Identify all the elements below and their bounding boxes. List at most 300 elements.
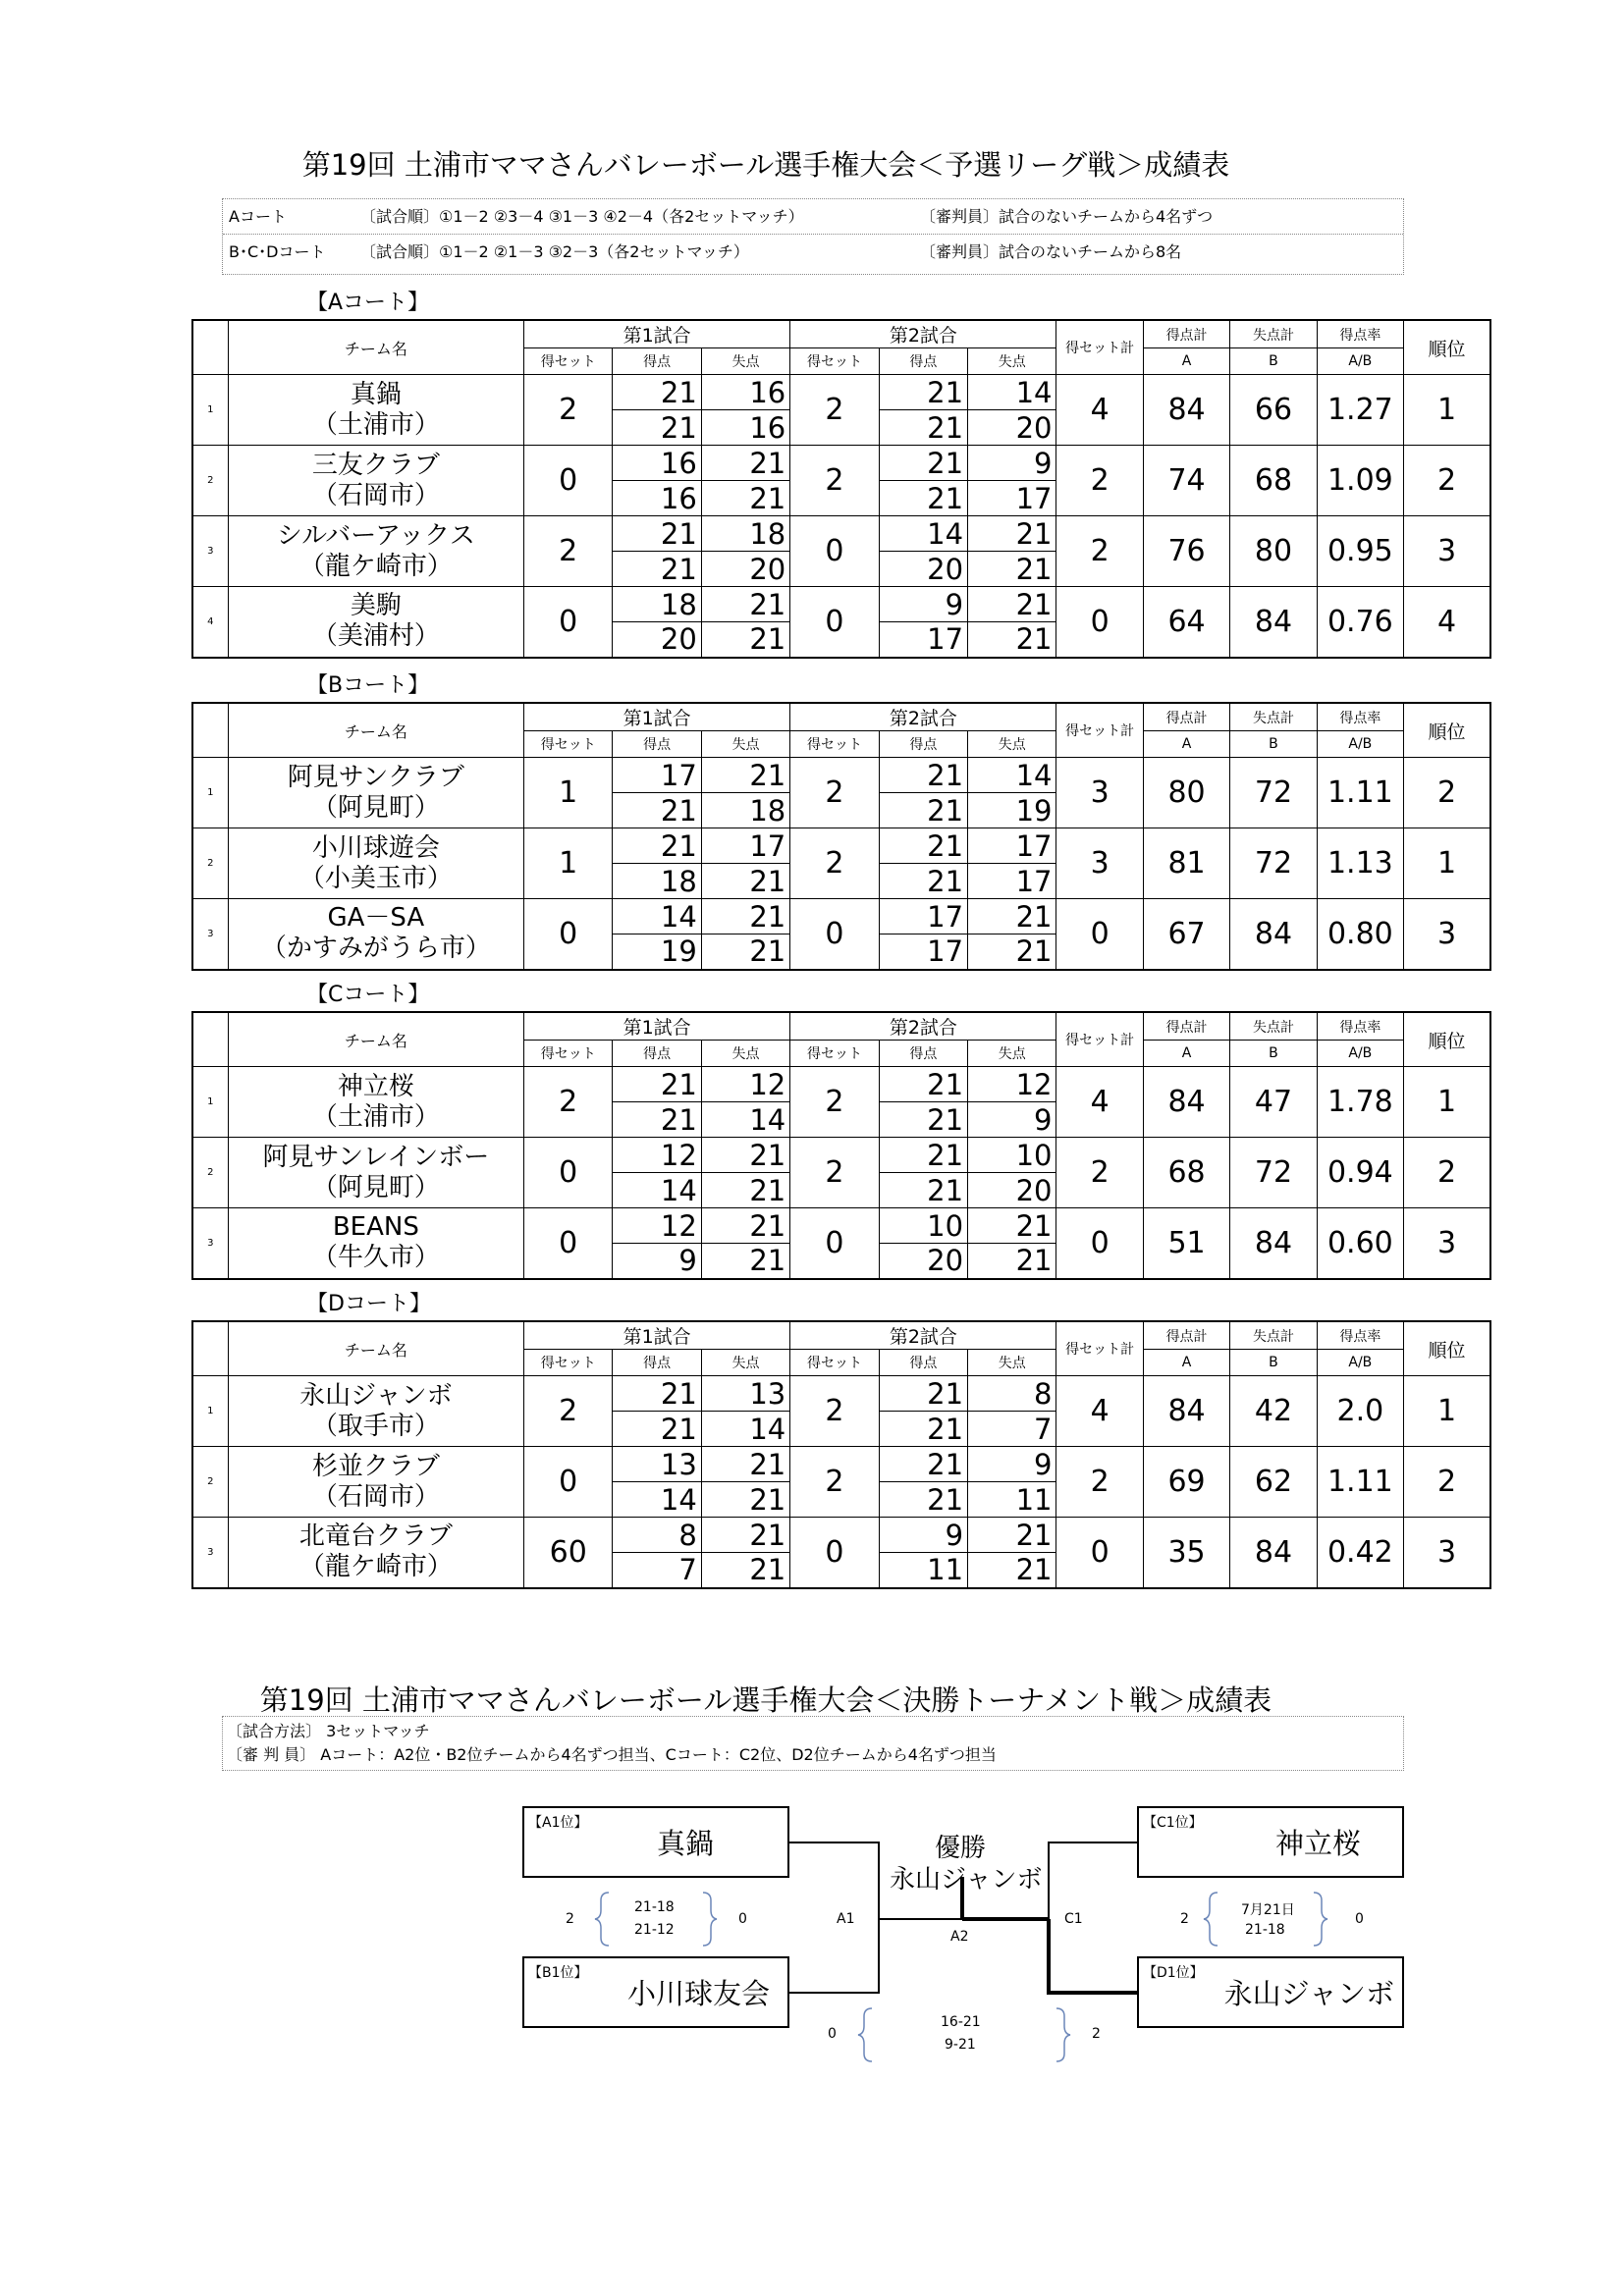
g2-set2-points: 21 [879,481,967,516]
team-name: 真鍋 [656,1827,714,1860]
ratio: 0.60 [1317,1208,1403,1279]
header-a: A [1143,731,1229,758]
points-total: 35 [1143,1518,1229,1588]
g2-sets: 2 [790,375,879,446]
ratio: 0.95 [1317,516,1403,587]
row-no: 4 [192,587,228,658]
line-a1 [789,1842,879,1993]
header-ratio: 得点率 [1317,703,1403,731]
brace-semi-right-open [1204,1893,1218,1946]
lost-total: 47 [1230,1067,1317,1138]
header-ratio: 得点率 [1317,320,1403,348]
g2-set2-points: 20 [879,1244,967,1279]
points-total: 76 [1143,516,1229,587]
rank: 3 [1404,1518,1490,1588]
team-name: 北竜台クラブ [298,1522,453,1552]
g1-set1-lost: 21 [701,1518,789,1553]
g2-sets: 2 [790,828,879,899]
g1-sets: 2 [524,1067,613,1138]
g1-set2-lost: 14 [701,1102,789,1138]
g2-sets: 2 [790,1067,879,1138]
semi-left-winner: A1 [837,1911,855,1927]
header-sets: 得セット [524,348,613,375]
g2-set1-lost: 14 [968,375,1056,410]
header-sets: 得セット [790,1041,879,1067]
sets-total: 4 [1056,1376,1143,1447]
header-team: チーム名 [228,320,523,375]
header-sets-total: 得セット計 [1056,320,1143,375]
points-total: 81 [1143,828,1229,899]
header-game2: 第2試合 [790,703,1056,731]
g1-set1-points: 14 [613,899,701,934]
g2-set1-points: 9 [879,587,967,622]
row-no: 1 [192,375,228,446]
g1-set2-lost: 21 [701,934,789,970]
g1-set1-points: 16 [613,446,701,481]
rule-judges: 〔審 判 員〕 Aコート：A2位・B2位チームから4名ずつ担当、Cコート：C2位、D2位チームから4名ずつ担当 [227,1745,997,1764]
lost-total: 62 [1230,1447,1317,1518]
team-name: 美駒 [350,591,402,621]
header-a: A [1143,1041,1229,1067]
row-no: 3 [192,899,228,970]
team-name: 小川球遊会 [311,832,440,863]
header-lost-total: 失点計 [1230,703,1317,731]
g2-set2-lost: 21 [968,622,1056,658]
header-lost-total: 失点計 [1230,1012,1317,1041]
g2-sets: 0 [790,587,879,658]
header-game1: 第1試合 [524,320,790,348]
rank: 2 [1404,446,1490,516]
ratio: 1.11 [1317,758,1403,828]
ratio: 0.94 [1317,1138,1403,1208]
g1-set1-points: 21 [613,375,701,410]
header-sets: 得セット [790,348,879,375]
g2-sets: 0 [790,516,879,587]
rank: 1 [1404,828,1490,899]
header-points-total: 得点計 [1143,320,1229,348]
sets-total: 2 [1056,1447,1143,1518]
rule-method: 〔試合方法〕 3セットマッチ [227,1722,430,1740]
g1-sets: 1 [524,828,613,899]
team-city: （美浦村） [311,621,440,652]
g1-set1-points: 21 [613,1067,701,1102]
rule-court: Aコート [229,207,287,226]
team-name: 杉並クラブ [311,1451,440,1481]
final-label: A2 [950,1929,969,1945]
g2-set1-lost: 10 [968,1138,1056,1173]
header-rank: 順位 [1404,1321,1490,1376]
header-game2: 第2試合 [790,320,1056,348]
header-points: 得点 [613,731,701,758]
lost-total: 84 [1230,1518,1317,1588]
team-name: 小川球友会 [626,1977,770,2010]
header-ab: A/B [1317,348,1403,375]
g1-set1-points: 18 [613,587,701,622]
line-d1-winner [1049,1919,1137,1993]
g1-sets: 2 [524,375,613,446]
brace-final-close [1056,2008,1070,2061]
lost-total: 72 [1230,758,1317,828]
g1-set1-points: 13 [613,1447,701,1482]
team-name: GA－SA [327,903,425,934]
g2-set2-points: 21 [879,1102,967,1138]
sets-total: 4 [1056,375,1143,446]
rule-order: 〔試合順〕①1－2 ②3－4 ③1－3 ④2－4（各2セットマッチ） [360,207,804,226]
g1-set2-points: 21 [613,552,701,587]
semi-left-left-sets: 2 [566,1911,574,1927]
lost-total: 84 [1230,899,1317,970]
header-lost: 失点 [701,1041,789,1067]
header-lost: 失点 [701,348,789,375]
lost-total: 84 [1230,587,1317,658]
semi-right-score-2: 21-18 [1245,1922,1285,1938]
g2-set2-points: 21 [879,1173,967,1208]
header-game2: 第2試合 [790,1321,1056,1350]
header-ratio: 得点率 [1317,1012,1403,1041]
header-ab: A/B [1317,731,1403,758]
row-no: 2 [192,1447,228,1518]
g2-set1-lost: 14 [968,758,1056,793]
header-sets-total: 得セット計 [1056,1321,1143,1376]
semi-right-winner: C1 [1064,1911,1083,1927]
g2-set1-lost: 21 [968,587,1056,622]
semi-left-right-sets: 0 [738,1911,747,1927]
g1-sets: 0 [524,1208,613,1279]
points-total: 74 [1143,446,1229,516]
header-sets-total: 得セット計 [1056,1012,1143,1067]
g1-set2-points: 21 [613,793,701,828]
points-total: 84 [1143,1376,1229,1447]
header-a: A [1143,1350,1229,1376]
g2-sets: 2 [790,1447,879,1518]
team-city: （かすみがうら市） [260,934,491,964]
row-no: 1 [192,758,228,828]
ratio: 0.76 [1317,587,1403,658]
g2-set1-lost: 21 [968,516,1056,552]
rank: 4 [1404,587,1490,658]
rule-judges: 〔審判員〕試合のないチームから4名ずつ [920,207,1214,226]
g1-set2-lost: 16 [701,410,789,446]
points-total: 84 [1143,1067,1229,1138]
ratio: 1.78 [1317,1067,1403,1138]
rule-judges: 〔審判員〕試合のないチームから8名 [920,242,1182,261]
g2-set2-lost: 21 [968,934,1056,970]
g2-sets: 2 [790,758,879,828]
header-points: 得点 [879,1041,967,1067]
g2-set1-points: 17 [879,899,967,934]
sets-total: 2 [1056,516,1143,587]
line-c1 [1049,1842,1137,1993]
g2-set1-points: 21 [879,375,967,410]
ratio: 1.13 [1317,828,1403,899]
g2-set2-lost: 20 [968,410,1056,446]
header-game2: 第2試合 [790,1012,1056,1041]
g2-set2-lost: 20 [968,1173,1056,1208]
header-lost: 失点 [968,1041,1056,1067]
g1-set2-points: 7 [613,1553,701,1588]
g1-sets: 0 [524,1138,613,1208]
team-city: （阿見町） [311,792,440,823]
ratio: 1.27 [1317,375,1403,446]
g2-set2-points: 21 [879,793,967,828]
g1-set1-lost: 12 [701,1067,789,1102]
tournament-title: 第19回 土浦市ママさんバレーボール選手権大会＜決勝トーナメント戦＞成績表 [259,1683,1272,1717]
header-sets-total: 得セット計 [1056,703,1143,758]
sets-total: 2 [1056,446,1143,516]
g2-set2-lost: 11 [968,1482,1056,1518]
g2-set1-lost: 9 [968,446,1056,481]
semi-right-right-sets: 0 [1355,1911,1364,1927]
header-team: チーム名 [228,703,523,758]
lost-total: 68 [1230,446,1317,516]
g2-set1-points: 21 [879,828,967,864]
team-city: （阿見町） [311,1172,440,1202]
points-total: 80 [1143,758,1229,828]
team-name: 真鍋 [350,379,402,409]
header-rank: 順位 [1404,1012,1490,1067]
league-title: 第19回 土浦市ママさんバレーボール選手権大会＜予選リーグ戦＞成績表 [301,148,1230,182]
team-city: （小美玉市） [298,863,453,893]
sets-total: 0 [1056,899,1143,970]
g2-set2-lost: 21 [968,552,1056,587]
g2-set1-points: 21 [879,1447,967,1482]
team-name: 阿見サンレインボー [262,1142,490,1172]
rank: 3 [1404,1208,1490,1279]
header-points: 得点 [879,1350,967,1376]
team-name: 永山ジャンボ [1223,1977,1394,2010]
team-city: （土浦市） [311,409,440,440]
sets-total: 2 [1056,1138,1143,1208]
g2-set2-lost: 19 [968,793,1056,828]
header-ab: A/B [1317,1350,1403,1376]
g1-set2-lost: 14 [701,1412,789,1447]
team-name: 神立桜 [1274,1827,1361,1860]
team-name: 阿見サンクラブ [287,762,464,792]
final-score-2: 9-21 [945,2037,976,2053]
header-team: チーム名 [228,1321,523,1376]
g2-set2-points: 17 [879,622,967,658]
seed-label: 【A1位】 [528,1815,588,1831]
g2-sets: 2 [790,446,879,516]
ratio: 0.80 [1317,899,1403,970]
court-label: 【Aコート】 [306,291,430,315]
g2-sets: 0 [790,899,879,970]
g1-set2-lost: 18 [701,793,789,828]
header-points-total: 得点計 [1143,703,1229,731]
g1-set1-lost: 13 [701,1376,789,1412]
lost-total: 66 [1230,375,1317,446]
g2-set2-points: 21 [879,1412,967,1447]
row-no: 2 [192,446,228,516]
g1-sets: 2 [524,1376,613,1447]
g1-set2-points: 14 [613,1482,701,1518]
team-name: 三友クラブ [311,450,440,480]
ratio: 1.09 [1317,446,1403,516]
team-name: シルバーアックス [276,520,475,551]
header-lost: 失点 [968,1350,1056,1376]
g2-set2-lost: 21 [968,1553,1056,1588]
header-team: チーム名 [228,1012,523,1067]
header-game1: 第1試合 [524,1321,790,1350]
lost-total: 72 [1230,1138,1317,1208]
g1-sets: 0 [524,587,613,658]
g1-sets: 0 [524,1447,613,1518]
header-points: 得点 [613,348,701,375]
points-total: 84 [1143,375,1229,446]
header-sets: 得セット [790,731,879,758]
rank: 1 [1404,375,1490,446]
g2-set2-points: 11 [879,1553,967,1588]
g1-set2-lost: 21 [701,1244,789,1279]
g1-set1-lost: 21 [701,1138,789,1173]
g2-set2-lost: 21 [968,1244,1056,1279]
rule-court: B･C･Dコート [229,242,326,261]
court-label: 【Cコート】 [306,983,430,1007]
g1-set2-lost: 21 [701,481,789,516]
team-city: （土浦市） [311,1101,440,1132]
row-no: 3 [192,516,228,587]
brace-semi-left-open [595,1893,609,1946]
sets-total: 0 [1056,1518,1143,1588]
sets-total: 3 [1056,758,1143,828]
final-score-1: 16-21 [941,2014,981,2030]
g2-set1-points: 14 [879,516,967,552]
g1-set2-points: 21 [613,1102,701,1138]
rank: 2 [1404,1447,1490,1518]
row-no: 2 [192,828,228,899]
g2-set2-points: 21 [879,410,967,446]
team-name: 永山ジャンボ [299,1380,453,1411]
g1-set2-points: 21 [613,410,701,446]
rule-order: 〔試合順〕①1－2 ②1－3 ③2－3（各2セットマッチ） [360,242,749,261]
points-total: 51 [1143,1208,1229,1279]
g2-set1-points: 9 [879,1518,967,1553]
header-points-total: 得点計 [1143,1321,1229,1350]
g1-set2-lost: 20 [701,552,789,587]
rank: 1 [1404,1376,1490,1447]
sets-total: 0 [1056,587,1143,658]
team-city: （石岡市） [311,1481,440,1512]
brace-final-open [858,2008,872,2061]
header-b: B [1230,348,1317,375]
g2-sets: 2 [790,1376,879,1447]
rank: 2 [1404,1138,1490,1208]
header-b: B [1230,731,1317,758]
g2-set2-lost: 9 [968,1102,1056,1138]
points-total: 69 [1143,1447,1229,1518]
g2-set1-points: 21 [879,758,967,793]
team-city: （龍ケ崎市） [298,551,453,581]
header-points: 得点 [613,1041,701,1067]
header-rank: 順位 [1404,320,1490,375]
row-no: 1 [192,1376,228,1447]
g2-sets: 0 [790,1208,879,1279]
brace-semi-left-close [703,1893,717,1946]
g1-set2-lost: 21 [701,1482,789,1518]
points-total: 68 [1143,1138,1229,1208]
header-lost: 失点 [701,1350,789,1376]
brace-semi-right-close [1314,1893,1327,1946]
g2-sets: 0 [790,1518,879,1588]
header-points: 得点 [879,731,967,758]
sets-total: 3 [1056,828,1143,899]
header-sets: 得セット [790,1350,879,1376]
semi-left-score-2: 21-12 [634,1922,675,1938]
g1-set1-lost: 21 [701,1447,789,1482]
g1-set2-lost: 21 [701,622,789,658]
g1-set2-lost: 21 [701,864,789,899]
g2-set1-points: 21 [879,1376,967,1412]
header-lost-total: 失点計 [1230,320,1317,348]
row-no: 3 [192,1208,228,1279]
g2-set2-lost: 7 [968,1412,1056,1447]
g2-set1-lost: 12 [968,1067,1056,1102]
g1-sets: 0 [524,899,613,970]
g1-set1-points: 8 [613,1518,701,1553]
header-rank: 順位 [1404,703,1490,758]
lost-total: 84 [1230,1208,1317,1279]
g1-set1-lost: 18 [701,516,789,552]
ratio: 1.11 [1317,1447,1403,1518]
g1-set1-points: 21 [613,516,701,552]
g1-set2-points: 21 [613,1412,701,1447]
g2-set1-points: 21 [879,1138,967,1173]
header-sets: 得セット [524,1041,613,1067]
team-city: （牛久市） [311,1243,440,1273]
sets-total: 4 [1056,1067,1143,1138]
g2-set1-lost: 9 [968,1447,1056,1482]
g2-set2-points: 20 [879,552,967,587]
g1-set1-lost: 17 [701,828,789,864]
seed-label: 【D1位】 [1143,1965,1204,1981]
g2-sets: 2 [790,1138,879,1208]
sets-total: 0 [1056,1208,1143,1279]
header-lost-total: 失点計 [1230,1321,1317,1350]
header-game1: 第1試合 [524,703,790,731]
g1-set1-lost: 21 [701,758,789,793]
header-a: A [1143,348,1229,375]
header-points-total: 得点計 [1143,1012,1229,1041]
ratio: 0.42 [1317,1518,1403,1588]
g1-set1-lost: 16 [701,375,789,410]
g1-set2-points: 9 [613,1244,701,1279]
rank: 1 [1404,1067,1490,1138]
court-label: 【Dコート】 [306,1292,431,1316]
team-city: （取手市） [311,1411,440,1441]
header-sets: 得セット [524,1350,613,1376]
g1-set2-lost: 21 [701,1553,789,1588]
points-total: 64 [1143,587,1229,658]
g1-set1-lost: 21 [701,1208,789,1244]
seed-label: 【C1位】 [1143,1815,1203,1831]
header-game1: 第1試合 [524,1012,790,1041]
semi-left-score-1: 21-18 [634,1899,675,1915]
g2-set2-lost: 17 [968,864,1056,899]
header-points: 得点 [613,1350,701,1376]
lost-total: 72 [1230,828,1317,899]
g1-sets: 2 [524,516,613,587]
header-points: 得点 [879,348,967,375]
g2-set1-lost: 21 [968,1208,1056,1244]
g1-set1-points: 21 [613,828,701,864]
team-name: BEANS [332,1212,419,1243]
rank: 2 [1404,758,1490,828]
g2-set1-points: 10 [879,1208,967,1244]
g2-set1-points: 21 [879,446,967,481]
g2-set1-lost: 21 [968,899,1056,934]
g1-set2-points: 16 [613,481,701,516]
points-total: 67 [1143,899,1229,970]
